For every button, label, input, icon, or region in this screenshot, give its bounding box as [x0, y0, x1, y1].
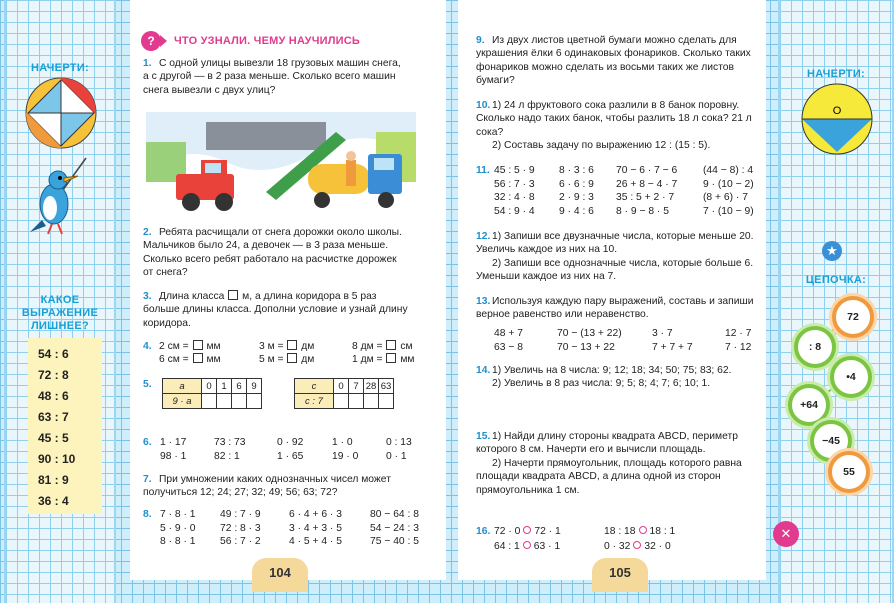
- expression-column: 1 · 17 98 · 1: [160, 437, 187, 462]
- problem-text: 1) Найди длину стороны квадрата ABCD, периметр которого 8 см. Начерти его и вычисли площадь.: [476, 431, 738, 456]
- odd-expression-item: 90 : 10: [38, 452, 76, 466]
- problem-9: [476, 34, 758, 88]
- star-badge-icon: ★: [822, 241, 842, 261]
- problem-text: С одной улицы вывезли 18 грузовых машин снега, а с другой — в 2 раза меньше. Сколько всего машин снега вывезли с двух улиц?: [143, 58, 401, 96]
- odd-expression-item: 72 : 8: [38, 368, 69, 382]
- expression-column: 1 · 0 19 · 0: [332, 437, 359, 462]
- problem-number: 4.: [143, 341, 152, 352]
- problem-text: 2) Составь задачу по выражению 12 : (15 : 5).: [492, 140, 711, 152]
- expression-column: 3 · 7 7 + 7 + 7: [652, 328, 693, 353]
- blank-box: [228, 290, 238, 300]
- header-arrow-icon: [160, 35, 167, 47]
- problem-number: 12.: [476, 231, 491, 242]
- problem-text: 2) Увеличь в 8 раз числа: 9; 5; 8; 4; 7; 6; 10; 1.: [492, 378, 711, 390]
- problem-1: [143, 57, 408, 97]
- comparison-row: 18 : 18 18 : 1: [604, 526, 676, 537]
- header-badge: ?: [141, 31, 161, 51]
- expression-column: 8 · 3 : 6 6 · 6 : 9 2 · 9 : 3 9 · 4 : 6: [559, 165, 594, 217]
- problem-text: 1) 24 л фруктового сока разлили в 8 банок поровну. Сколько надо таких банок, чтобы разлить 18 л сока? 21 л сока?: [476, 100, 752, 138]
- compare-circle[interactable]: [523, 541, 531, 549]
- problem-text: Из двух листов цветной бумаги можно сделать для украшения ёлки 6 одинаковых фонариков. Сколько таких фонариков можно сделать из восьми таких же листов бумаги?: [476, 35, 751, 87]
- expression-column: 49 : 7 · 9 72 : 8 · 3 56 : 7 · 2: [220, 509, 261, 548]
- odd-expression-item: 48 : 6: [38, 389, 69, 403]
- problem-text: 2) Запиши все однозначные числа, которые больше 6. Уменьши каждое из них на 7.: [476, 257, 754, 283]
- comparison-row: 72 · 0 72 · 1: [494, 526, 561, 537]
- problem-11: [476, 164, 492, 177]
- expression-column: 70 − (13 + 22) 70 − 13 + 22: [557, 328, 622, 353]
- expression-column: 0 : 13 0 · 1: [386, 437, 412, 462]
- expression-column: 73 : 73 82 : 1: [214, 437, 246, 462]
- right-sidebar: [778, 0, 894, 603]
- conversion-item: 3 м = дм: [259, 341, 315, 352]
- problem-number: 7.: [143, 474, 152, 485]
- left-draw-title: НАЧЕРТИ:: [31, 62, 89, 74]
- problem-number: 8.: [143, 509, 152, 520]
- chain-gear: +64: [788, 384, 830, 426]
- conversion-item: 5 м = дм: [259, 354, 315, 365]
- expression-column: (44 − 8) : 4 9 · (10 − 2) (8 + 6) · 7 7 · (10 − 9): [703, 165, 754, 217]
- problem-text: Используя каждую пару выражений, составь и запиши верное равенство или неравенство.: [476, 296, 754, 321]
- bird-illustration: [28, 154, 98, 236]
- problem-text: Длина класса: [159, 291, 225, 302]
- odd-expression-item: 36 : 4: [38, 494, 69, 508]
- expression-column: 48 + 7 63 − 8: [494, 328, 523, 353]
- conversion-item: 8 дм = см: [352, 341, 413, 352]
- page-number-right: 105: [592, 558, 648, 592]
- problem-text: м, а длина коридора в 5 раз больше длины класса. Дополни условие и узнай длину коридора.: [143, 291, 408, 329]
- problem-number: 13.: [476, 296, 491, 307]
- svg-text:O: O: [832, 105, 842, 117]
- expression-column: 7 · 8 · 1 5 · 9 · 0 8 · 8 · 1: [160, 509, 196, 548]
- odd-expression-item: 45 : 5: [38, 431, 69, 445]
- problem-12: [476, 230, 758, 284]
- problem-number: 16.: [476, 526, 491, 537]
- compare-circle[interactable]: [639, 526, 647, 534]
- problem-number: 11.: [476, 165, 490, 176]
- comparison-row: 64 : 1 63 · 1: [494, 541, 561, 552]
- problem-number: 10.: [476, 100, 491, 111]
- expression-column: 70 − 6 · 7 − 6 26 + 8 − 4 · 7 35 : 5 + 2 · 7 8 · 9 − 8 · 5: [616, 165, 678, 217]
- problem-15: [476, 430, 758, 497]
- problem-text: 2) Начерти прямоугольник, площадь которого равна площади квадрата ABCD, а длина одной из сторон прямоугольника 1 см.: [476, 457, 742, 496]
- odd-expression-title: КАКОЕ ВЫРАЖЕНИЕ ЛИШНЕЕ?: [21, 294, 99, 332]
- problem-number: 5.: [143, 379, 152, 390]
- problem-10: [476, 99, 758, 153]
- problem-7: [143, 473, 425, 500]
- chain-title: ЦЕПОЧКА:: [805, 274, 867, 286]
- expression-column: 6 · 4 + 6 · 3 3 · 4 + 3 · 5 4 · 5 + 4 · 5: [289, 509, 342, 548]
- problem-5: [143, 378, 159, 391]
- problem-2: [143, 226, 408, 280]
- expression-column: 0 · 92 1 · 65: [277, 437, 304, 462]
- conversion-item: 1 дм = мм: [352, 354, 415, 365]
- expression-column: 12 · 7 7 · 12: [725, 328, 752, 353]
- chain-gear: 55: [828, 451, 870, 493]
- problem-text: 1) Запиши все двузначные числа, которые меньше 20. Увеличь каждое из них на 10.: [476, 231, 754, 256]
- table-9a: a 0 1 6 9 9 · a: [162, 378, 262, 409]
- expression-column: 80 − 64 : 8 54 − 24 : 3 75 − 40 : 5: [370, 509, 419, 548]
- problem-13: [476, 295, 758, 322]
- page-header-title: ЧТО УЗНАЛИ. ЧЕМУ НАУЧИЛИСЬ: [174, 35, 361, 47]
- conversion-item: 6 см = мм: [159, 354, 221, 365]
- left-sidebar: [4, 0, 116, 603]
- odd-expression-item: 63 : 7: [38, 410, 69, 424]
- problem-text: 1) Увеличь на 8 числа: 9; 12; 18; 34; 50; 75; 83; 62.: [492, 365, 732, 376]
- problem-number: 15.: [476, 431, 491, 442]
- chain-gear: 72: [832, 296, 874, 338]
- page-number-left: 104: [252, 558, 308, 592]
- comparison-row: 0 · 32 32 · 0: [604, 541, 671, 552]
- chain-gear: −45: [810, 420, 852, 462]
- problem-text: При умножении каких однозначных чисел может получиться 12; 24; 27; 32; 49; 56; 63; 72?: [143, 474, 391, 499]
- chain-gear: •4: [830, 356, 872, 398]
- problem-number: 14.: [476, 365, 491, 376]
- problem-number: 6.: [143, 437, 152, 448]
- conversion-item: 2 см = мм: [159, 341, 221, 352]
- odd-expression-item: 54 : 6: [38, 347, 69, 361]
- problem-3: [143, 290, 408, 330]
- snow-truck-illustration: [146, 112, 416, 218]
- compare-circle[interactable]: [523, 526, 531, 534]
- problem-number: 1.: [143, 58, 152, 69]
- problem-8: [143, 508, 159, 521]
- problem-number: 9.: [476, 35, 485, 46]
- problem-16: [476, 525, 492, 538]
- rhombus-circle-figure: [24, 76, 98, 150]
- chain-gear: : 8: [794, 326, 836, 368]
- problem-number: 3.: [143, 291, 152, 302]
- odd-expression-list: [28, 338, 102, 514]
- problem-number: 2.: [143, 227, 152, 238]
- problem-6: [143, 436, 159, 449]
- table-c7: c 0 7 28 63 c : 7: [294, 378, 394, 409]
- circle-figure: [800, 82, 874, 156]
- compare-circle[interactable]: [633, 541, 641, 549]
- odd-expression-item: 81 : 9: [38, 473, 69, 487]
- problem-text: Ребята расчищали от снега дорожки около школы. Мальчиков было 24, а девочек — в 3 раза меньше. Сколько всего ребят работало на расчистке дорожек от снега?: [143, 227, 402, 279]
- close-icon[interactable]: ✕: [773, 521, 799, 547]
- problem-14: [476, 364, 758, 391]
- expression-column: 45 : 5 · 9 56 : 7 · 3 32 : 4 · 8 54 : 9 · 4: [494, 165, 535, 217]
- right-draw-title: НАЧЕРТИ:: [807, 68, 865, 80]
